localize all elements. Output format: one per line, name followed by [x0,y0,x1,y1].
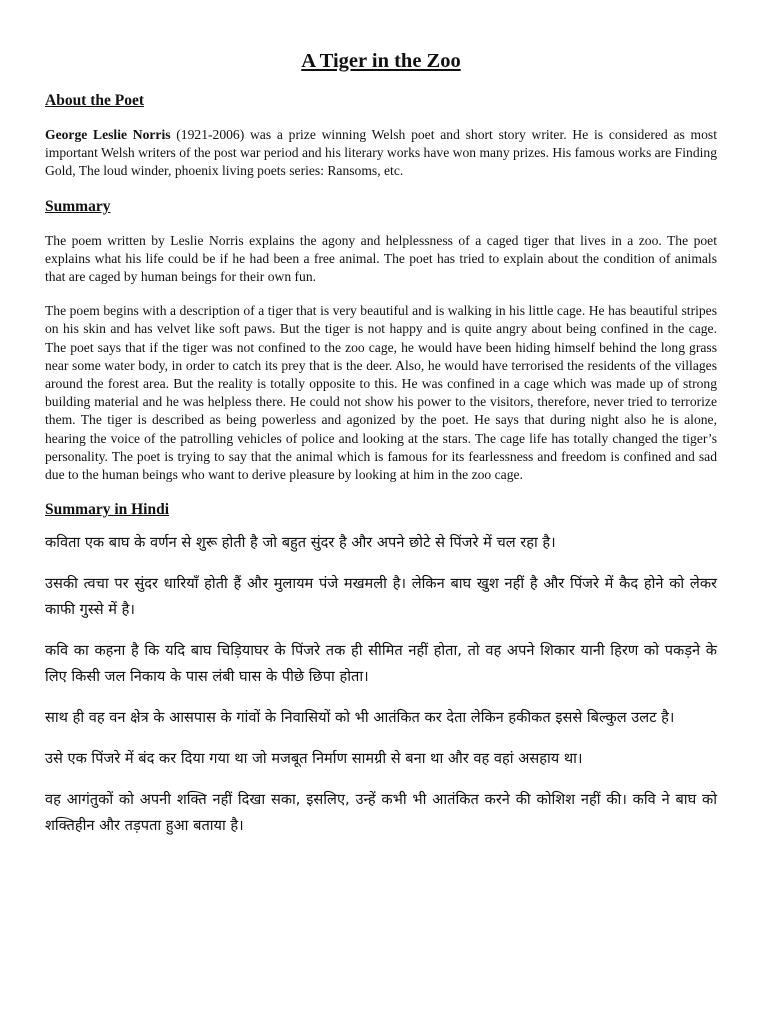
document-title: A Tiger in the Zoo [301,50,461,72]
summary-hindi-heading: Summary in Hindi [45,501,170,519]
hindi-paragraph-6: वह आगंतुकों को अपनी शक्ति नहीं दिखा सका, इसलिए, उन्हें कभी भी आतंकित करने की कोशिश नहीं की। कवि ने बाघ को शक्तिहीन और तड़पता हुआ बताया है। [45,791,717,835]
hindi-paragraph-1: कविता एक बाघ के वर्णन से शुरू होती है जो बहुत सुंदर है और अपने छोटे से पिंजरे में चल रहा है। [45,534,556,552]
author-name: George Leslie Norris [45,127,171,142]
hindi-paragraph-3: कवि का कहना है कि यदि बाघ चिड़ियाघर के पिंजरे तक ही सीमित नहीं होता, तो वह अपने शिकार यानी हिरण को पकड़ने के लिए किसी जल निकाय के पास लंबी घास के पीछे छिपा होता। [45,642,717,686]
hindi-paragraph-4: साथ ही वह वन क्षेत्र के आसपास के गांवों के निवासियों को भी आतंकित कर देता लेकिन हकीकत इससे बिल्कुल उलट है। [45,709,675,727]
about-poet-text: (1921-2006) was a prize winning Welsh poet and short story writer. He is considered as most important Welsh writers of the post war period and his literary works have won many prizes. His famous works are Finding Gold, The loud winder, phoenix living poets series: Ransoms, etc. [45,127,717,179]
summary-paragraph-2: The poem begins with a description of a tiger that is very beautiful and is walking in his little cage. He has beautiful stripes on his skin and has velvet like soft paws. But the tiger is not happy and is quite angry about being confined in the cage. The poet says that if the tiger was not confined to the zoo cage, he would have been hiding himself behind the long grass near some water body, in order to catch its prey that is the deer. Also, he would have terrorised the residents of the villages around the forest area. But the reality is totally opposite to this. He was confined in a cage which was made up of strong building material and he was helpless there. He could not show his power to the visitors, therefore, never tried to terrorize them. The tiger is described as being powerless and agonized by the poet. He says that during night also he is alone, hearing the voice of the patrolling vehicles of police and looking at the stars. The cage life has totally changed the tiger’s personality. The poet is trying to say that the animal which is famous for its fearlessness and freedom is confined and sad due to the human beings who want to derive pleasure by looking at him in the zoo cage. [45,303,717,483]
summary-heading: Summary [45,197,111,215]
hindi-paragraph-2: उसकी त्वचा पर सुंदर धारियाँ होती हैं और मुलायम पंजे मखमली है। लेकिन बाघ खुश नहीं है और पिंजरे में कैद होने को लेकर काफी गुस्से में है। [45,575,717,619]
about-poet-paragraph [45,126,717,181]
hindi-paragraph-5: उसे एक पिंजरे में बंद कर दिया गया था जो मजबूत निर्माण सामग्री से बना था और वह वहां असहाय था। [45,750,583,768]
document-page [45,48,717,854]
about-poet-heading: About the Poet [45,92,145,109]
summary-paragraph-1: The poem written by Leslie Norris explains the agony and helplessness of a caged tiger that lives in a zoo. The poet explains what his life could be if he had been a free animal. The poet has tried to explain about the condition of animals that are caged by human beings for their own fun. [45,232,717,285]
